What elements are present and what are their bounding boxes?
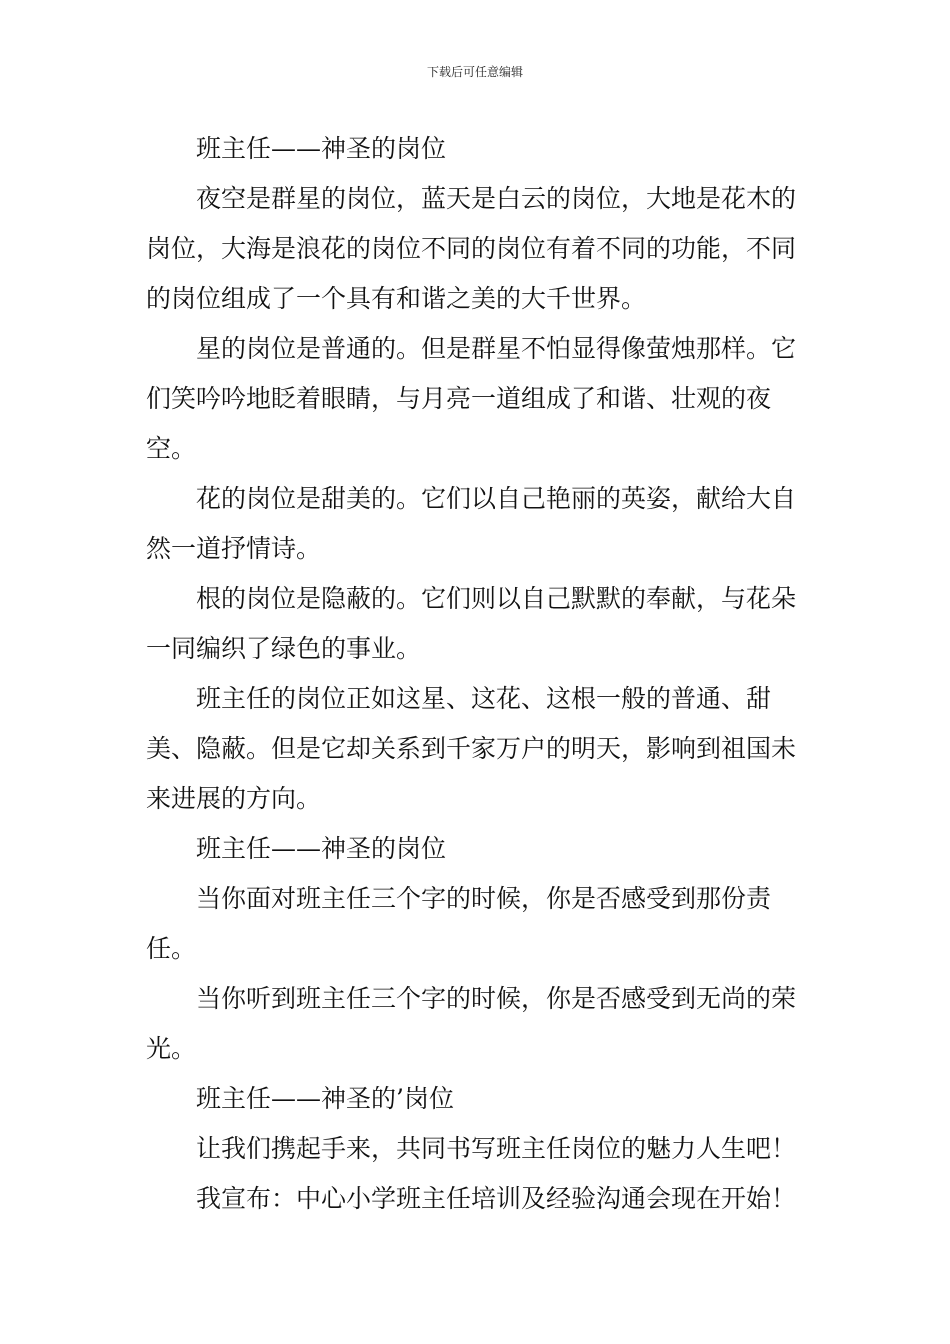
paragraph: 班主任的岗位正如这星、这花、这根一般的普通、甜美、隐蔽。但是它却关系到千家万户的明天，影响到祖国未来进展的方向。 [146,684,797,813]
section-title: 班主任——神圣的’岗位 [196,1084,454,1113]
paragraph: 花的岗位是甜美的。它们以自己艳丽的英姿，献给大自然一道抒情诗。 [146,484,797,563]
paragraph: 我宣布：中心小学班主任培训及经验沟通会现在开始！ [196,1184,797,1213]
paragraph: 当你面对班主任三个字的时候，你是否感受到那份责任。 [146,884,772,963]
paragraph: 当你听到班主任三个字的时候，你是否感受到无尚的荣光。 [146,984,797,1063]
document-body [146,124,810,1224]
paragraph: 根的岗位是隐蔽的。它们则以自己默默的奉献，与花朵一同编织了绿色的事业。 [146,584,797,663]
page-header: 下载后可任意编辑 [426,65,523,79]
paragraph: 让我们携起手来，共同书写班主任岗位的魅力人生吧！ [196,1134,797,1163]
section-title: 班主任——神圣的岗位 [196,834,447,863]
paragraph: 星的岗位是普通的。但是群星不怕显得像萤烛那样。它们笑吟吟地眨着眼睛，与月亮一道组成了和谐、壮观的夜空。 [146,334,797,463]
paragraph: 夜空是群星的岗位，蓝天是白云的岗位，大地是花木的岗位，大海是浪花的岗位不同的岗位有着不同的功能，不同的岗位组成了一个具有和谐之美的大千世界。 [146,184,797,313]
section-title: 班主任——神圣的岗位 [196,134,447,163]
